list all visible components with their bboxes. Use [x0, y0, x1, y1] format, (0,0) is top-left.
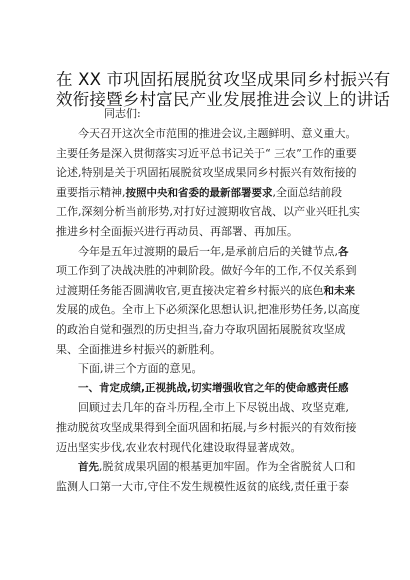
paragraph-1-line-4a: 重要指示精神, — [56, 185, 126, 199]
title-line-2: 效衔接暨乡村富民产业发展推进会议上的讲话 — [56, 90, 390, 109]
paragraph-2-line-1 — [56, 242, 364, 262]
emphasis-first: 首先 — [78, 461, 99, 474]
paragraph-1-line-1: 今天召开这次全市范围的推进会议,主题鲜明、意义重大。 — [78, 127, 357, 140]
paragraph-5-line-1b: ,脱贫成果巩固的根基更加牢固。作为全省脱贫人口和 — [99, 460, 356, 474]
paragraph-1-line-4c: ,全面总结前段 — [272, 185, 342, 199]
paragraph-5-line-2: 监测人口第一大市,守住不发生规模性返贫的底线,责任重于泰 — [56, 479, 349, 493]
section-heading-1: 一、肯定成绩,正视挑战,切实增强收官之年的使命感责任感 — [78, 381, 349, 394]
paragraph-2-line-6: 果、全面推进乡村振兴的新胜利。 — [56, 342, 221, 356]
paragraph-4-line-1: 回顾过去几年的奋斗历程,全市上下尽锐出战、攻坚克难, — [78, 401, 349, 415]
paragraph-3: 下面,讲三个方面的意见。 — [78, 362, 203, 376]
document-title — [56, 70, 391, 110]
paragraph-2-line-4: 发展的成色。全市上下必须深化思想认识,把准形势任务,以高度 — [56, 303, 360, 317]
paragraph-2-line-3 — [56, 281, 364, 301]
emphasis-future: 和未来 — [323, 284, 355, 297]
paragraph-2-line-2: 项工作到了决战决胜的冲刺阶段。做好今年的工作,不仅关系到 — [56, 264, 357, 278]
paragraph-1-line-2: 主要任务是深入贯彻落实习近平总书记关于“ 三农”工作的重要 — [56, 146, 357, 160]
salutation: 同志们: — [104, 107, 141, 120]
paragraph-4-line-2: 推动脱贫攻坚成果得到全面巩固和拓展,与乡村振兴的有效衔接 — [56, 420, 357, 434]
paragraph-4-line-3: 迈出坚实步伐,农业农村现代化建设取得显著成效。 — [56, 440, 302, 454]
paragraph-1-line-6: 推进乡村全面振兴进行再动员、再部署、再加压。 — [56, 224, 298, 238]
title-line-1: 在 XX 市巩固拓展脱贫攻坚成果同乡村振兴有 — [56, 70, 391, 89]
paragraph-2-line-5: 的政治自觉和强烈的历史担当,奋力夺取巩固拓展脱贫攻坚成 — [56, 322, 346, 336]
emphasis-deployment: 按照中央和省委的最新部署要求 — [125, 186, 273, 199]
paragraph-2-line-1a: 今年是五年过渡期的最后一年,是承前启后的关键节点, — [78, 244, 338, 258]
paragraph-5-line-1 — [56, 457, 364, 477]
paragraph-2-line-3a: 过渡期任务能否圆满收官,更直接决定着乡村振兴的底色 — [56, 283, 324, 297]
emphasis-each: 各 — [338, 245, 349, 258]
paragraph-1-line-3: 论述,特别是关于巩固拓展脱贫攻坚成果同乡村振兴有效衔接的 — [56, 166, 357, 180]
paragraph-1-line-5: 工作,深刻分析当前形势,对打好过渡期收官战、以产业兴旺扎实 — [56, 205, 360, 219]
document-body — [56, 124, 364, 496]
paragraph-1-line-4 — [56, 183, 364, 203]
